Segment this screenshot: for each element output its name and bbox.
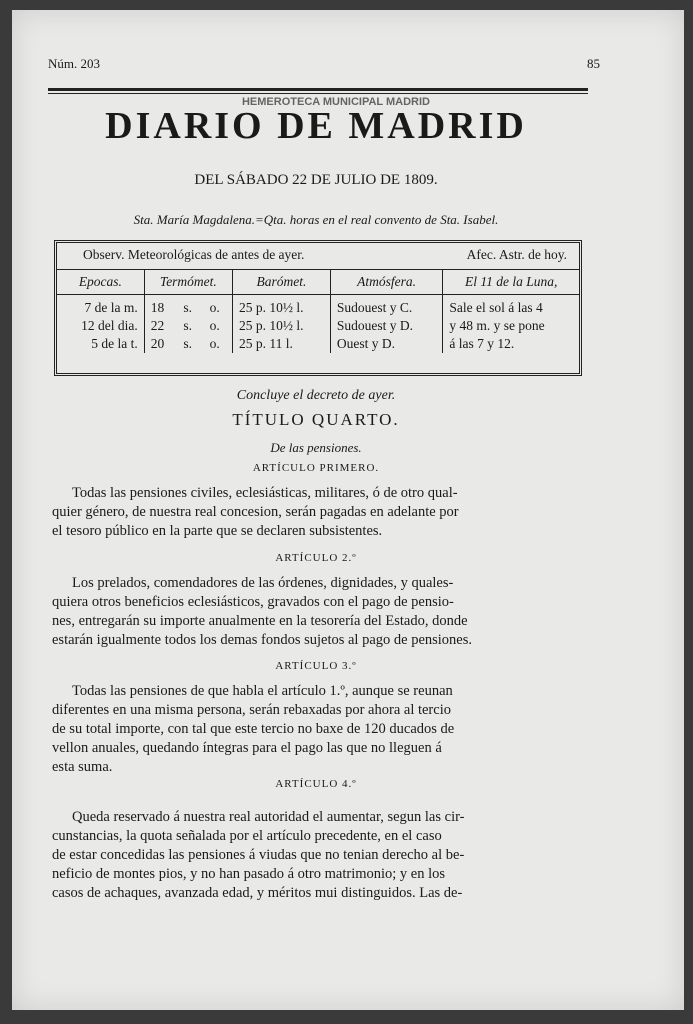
library-stamp: HEMEROTECA MUNICIPAL MADRID [241,96,430,108]
cell-termometro: 22 [144,317,177,335]
text-line: casos de achaques, avanzada edad, y méritos mui distinguidos. Las de- [52,885,463,901]
text-line: Todas las pensiones civiles, eclesiásticas, militares, ó de otro qual- [72,485,458,501]
cell-termo-s: s. [183,300,193,315]
text-line: nes, entregarán su importe anualmente en la tesorería del Estado, donde [52,613,468,629]
weather-grid [57,270,579,353]
text-line: de su total importe, con tal que este tercio no baxe de 120 ducados de [52,721,455,737]
column-header-epocas: Epocas. [57,270,144,295]
cell-barometro: 25 p. 11 l. [232,335,330,353]
cell-termometro: 20 [144,335,177,353]
cell-epoca: 5 de la t. [91,336,138,351]
table-row [57,317,579,335]
cell-termo-o: o. [209,300,220,315]
article-3-text [52,682,580,777]
weather-table-header [57,243,579,270]
article-2-heading: ARTÍCULO 2.º [275,552,357,564]
text-line: de estar concedidas las pensiones á viudas que no tenian derecho al be- [52,847,465,863]
article-3-heading: ARTÍCULO 3.º [275,660,357,672]
issue-number: Núm. 203 [48,56,100,71]
article-4-text [52,808,580,903]
cell-termo-s: s. [183,318,193,333]
text-line: cunstancias, la quota señalada por el artículo precedente, en el caso [52,828,442,844]
table-row [57,295,579,318]
cell-atmosfera: Sudouest y C. [330,295,443,318]
column-header-termometro: Termómet. [144,270,232,295]
cell-barometro: 25 p. 10½ l. [232,317,330,335]
table-row [57,335,579,353]
text-line: diferentes en una misma persona, serán rebaxadas por ahora al tercio [52,702,451,718]
text-line: el tesoro público en la parte que se declaren subsistentes. [52,523,383,539]
section-title: TÍTULO QUARTO. [232,410,400,429]
section-subtitle: De las pensiones. [270,440,362,455]
article-1-text [52,484,580,541]
cell-termo-o: o. [209,336,220,351]
page-header [48,56,600,72]
cell-luna: Sale el sol á las 4 [443,295,579,318]
article-1-heading: ARTÍCULO PRIMERO. [252,462,380,474]
cell-epoca: 12 del dia. [81,318,138,333]
text-line: quiera otros beneficios eclesiásticos, gravados con el pago de pensio- [52,594,454,610]
page-number: 85 [587,56,600,71]
cell-luna: á las 7 y 12. [443,335,579,353]
dateline: DEL SÁBADO 22 DE JULIO DE 1809. [194,172,438,188]
text-line: vellon anuales, quedando íntegras para el pago las que no lleguen á [52,740,442,756]
text-line: estarán igualmente todos los demas fondos sujetos al pago de pensiones. [52,632,473,648]
column-header-atmosfera: Atmósfera. [330,270,443,295]
cell-termometro: 18 [144,295,177,318]
cell-termo-s: s. [183,336,193,351]
cell-barometro: 25 p. 10½ l. [232,295,330,318]
saints-of-day: Sta. María Magdalena.=Qta. horas en el real convento de Sta. Isabel. [133,212,499,227]
column-header-luna: El 11 de la Luna, [443,270,579,295]
text-line: quier género, de nuestra real concesion, serán pagadas en adelante por [52,504,459,520]
text-line: neficio de montes pios, y no han pasado á otro matrimonio; y en los [52,866,446,882]
text-line: Todas las pensiones de que habla el artículo 1.º, aunque se reunan [72,683,453,699]
cell-termo-o: o. [209,318,220,333]
header-rule [48,88,588,94]
cell-epoca: 7 de la m. [84,300,138,315]
cell-luna: y 48 m. y se pone [443,317,579,335]
text-line: Queda reservado á nuestra real autoridad el aumentar, segun las cir- [72,809,465,825]
text-line: esta suma. [52,759,113,775]
weather-title-left: Observ. Meteorológicas de antes de ayer. [83,247,305,262]
article-4-heading: ARTÍCULO 4.º [275,778,357,790]
newspaper-page [12,10,684,1010]
column-header-barometro: Barómet. [232,270,330,295]
weather-title-right: Afec. Astr. de hoy. [466,247,567,262]
masthead-title: DIARIO DE MADRID [105,105,527,147]
article-2-text [52,574,580,650]
decree-intro: Concluye el decreto de ayer. [236,388,396,403]
text-line: Los prelados, comendadores de las órdenes, dignidades, y quales- [72,575,454,591]
cell-atmosfera: Ouest y D. [330,335,443,353]
cell-atmosfera: Sudouest y D. [330,317,443,335]
weather-table [54,240,582,376]
